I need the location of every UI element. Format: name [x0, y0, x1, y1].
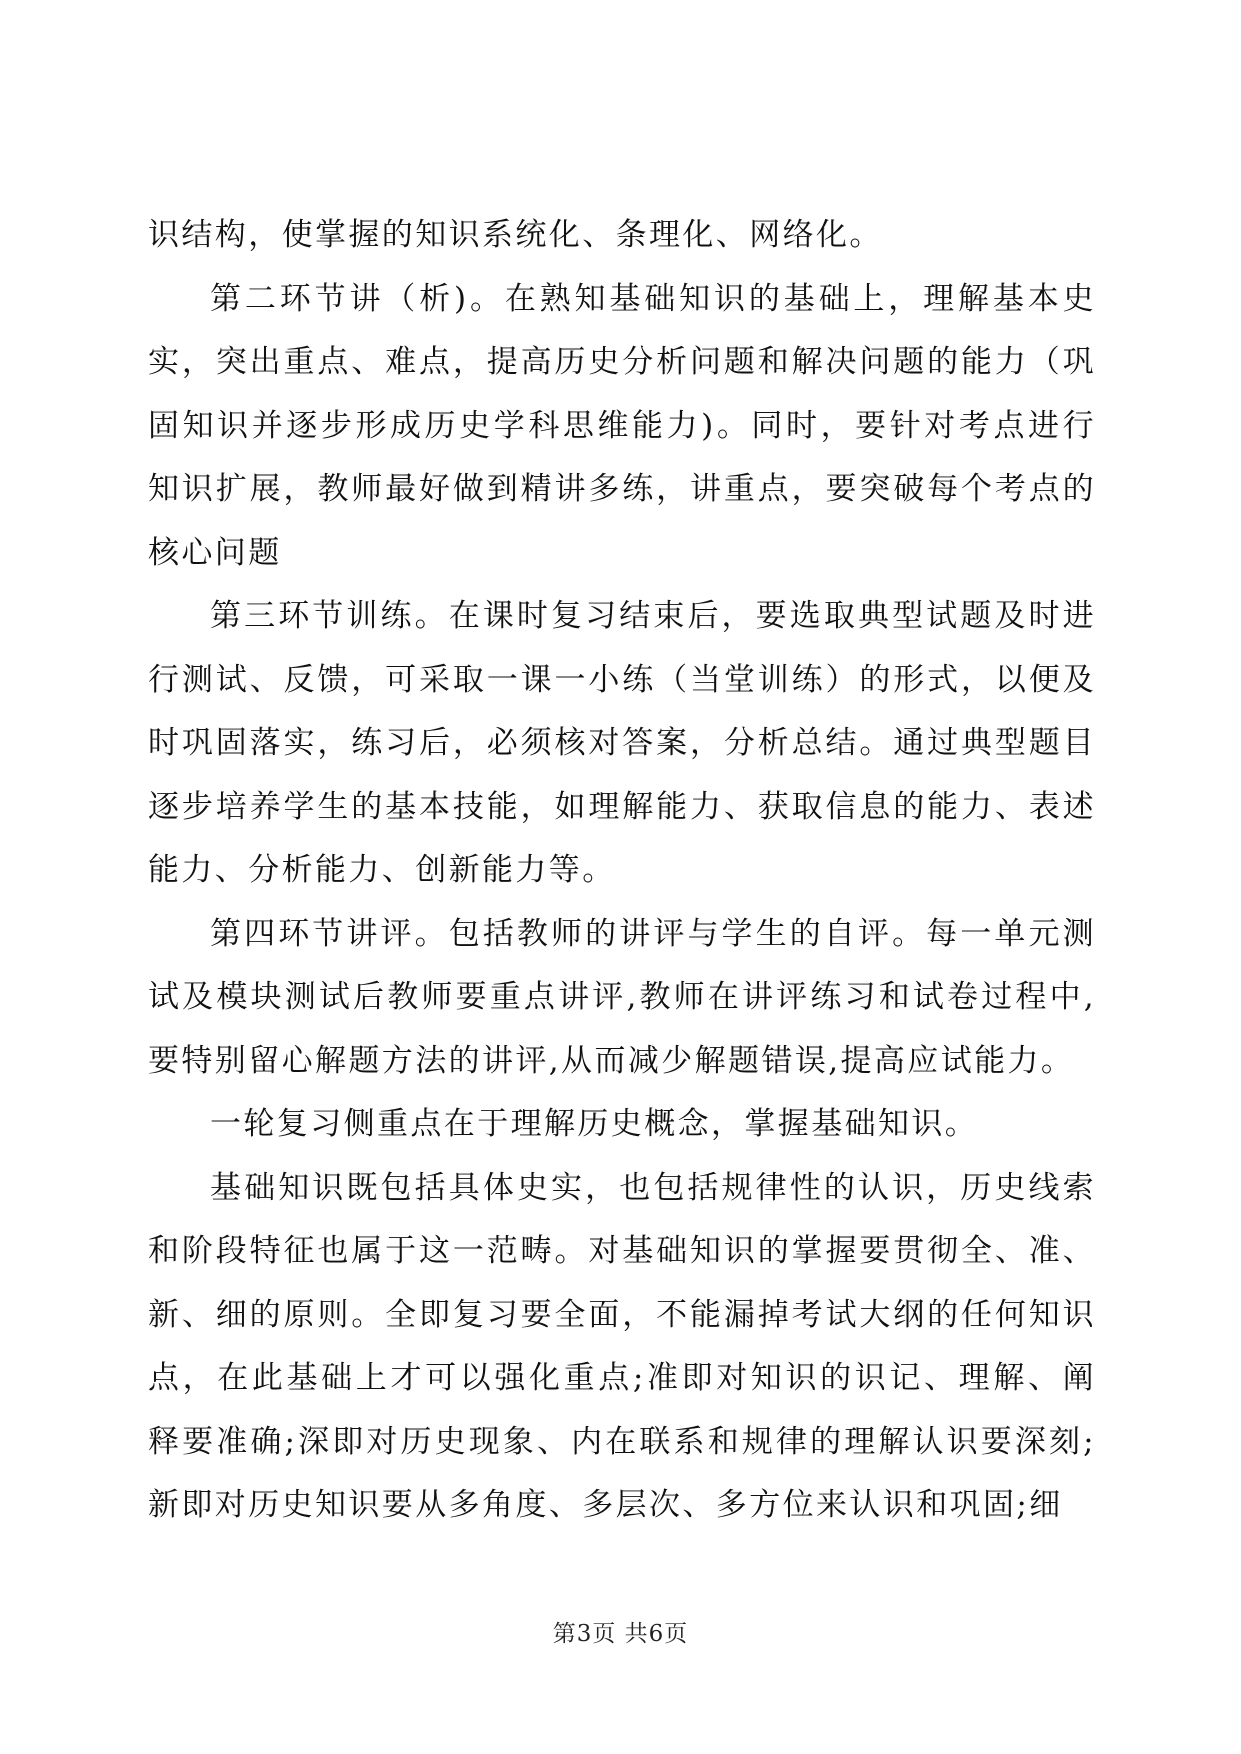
paragraph-step-three: 第三环节训练。在课时复习结束后，要选取典型试题及时进行测试、反馈，可采取一课一小练（当堂训练）的形式，以便及时巩固落实，练习后，必须核对答案，分析总结。通过典型题目逐步培养学生的基本技能，如理解能力、获取信息的能力、表述能力、分析能力、创新能力等。: [148, 598, 1096, 888]
paragraph-review-focus: 一轮复习侧重点在于理解历史概念，掌握基础知识。: [210, 1106, 979, 1142]
paragraph-basic-knowledge: 基础知识既包括具体史实，也包括规律性的认识，历史线索和阶段特征也属于这一范畴。对基础知识的掌握要贯彻全、准、新、细的原则。全即复习要全面，不能漏掉考试大纲的任何知识点，在此基础上才可以强化重点;准即对知识的识记、理解、阐释要准确;深即对历史现象、内在联系和规律的理解认识要深刻;新即对历史知识要从多角度、多层次、多方位来认识和巩固;细: [148, 1169, 1096, 1523]
page-footer: 第3页 共6页: [552, 1621, 689, 1647]
paragraph-step-four: 第四环节讲评。包括教师的讲评与学生的自评。每一单元测试及模块测试后教师要重点讲评,教师在讲评练习和试卷过程中,要特别留心解题方法的讲评,从而减少解题错误,提高应试能力。: [148, 915, 1096, 1079]
paragraph-continuation: 识结构，使掌握的知识系统化、条理化、网络化。: [148, 217, 883, 253]
document-body: [148, 204, 1096, 1538]
paragraph-step-two: 第二环节讲（析)。在熟知基础知识的基础上，理解基本史实，突出重点、难点，提高历史分析问题和解决问题的能力（巩固知识并逐步形成历史学科思维能力)。同时，要针对考点进行知识扩展，教师最好做到精讲多练，讲重点，要突破每个考点的核心问题: [148, 280, 1096, 571]
